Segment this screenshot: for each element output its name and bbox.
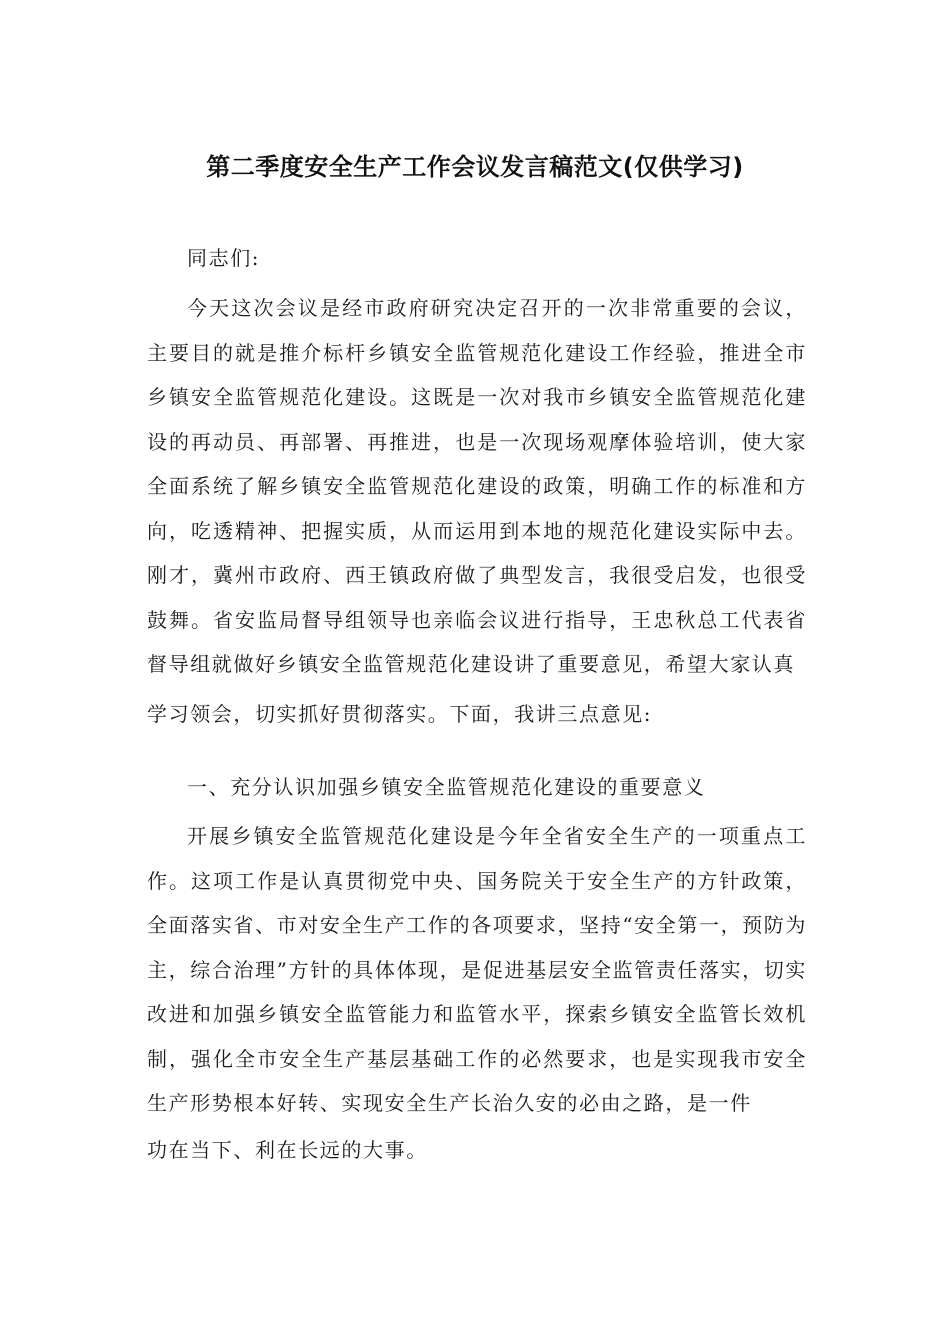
paragraph-intro-last-line: 学习领会，切实抓好贯彻落实。下面，我讲三点意见: [147, 702, 653, 726]
salutation: 同志们: [187, 246, 261, 270]
paragraph-intro: 今天这次会议是经市政府研究决定召开的一次非常重要的会议，主要目的就是推介标杆乡镇安全监管规范化建设工作经验，推进全市乡镇安全监管规范化建设。这既是一次对我市乡镇安全监管规范化建设的再动员、再部署、再推进，也是一次现场观摩体验培训，使大家全面系统了解乡镇安全监管规范化建设的政策，明确工作的标准和方向，吃透精神、把握实质，从而运用到本地的规范化建设实际中去。刚才，冀州市政府、西王镇政府做了典型发言，我很受启发，也很受鼓舞。省安监局督导组领导也亲临会议进行指导，王忠秋总工代表省督导组就做好乡镇安全监管规范化建设讲了重要意见，希望大家认真 [147, 296, 807, 676]
document-title: 第二季度安全生产工作会议发言稿范文(仅供学习) [206, 153, 744, 181]
section-heading-1: 一、充分认识加强乡镇安全监管规范化建设的重要意义 [187, 775, 706, 799]
paragraph-section-1: 开展乡镇安全监管规范化建设是今年全省安全生产的一项重点工作。这项工作是认真贯彻党中央、国务院关于安全生产的方针政策，全面落实省、市对安全生产工作的各项要求，坚持“安全第一，预防为主，综合治理”方针的具体体现，是促进基层安全监管责任落实，切实改进和加强乡镇安全监管能力和监管水平，探索乡镇安全监管长效机制，强化全市安全生产基层基础工作的必然要求，也是实现我市安全生产形势根本好转、实现安全生产长治久安的必由之路，是一件 [147, 824, 807, 1115]
paragraph-section-1-last-line: 功在当下、利在长远的大事。 [147, 1138, 428, 1162]
